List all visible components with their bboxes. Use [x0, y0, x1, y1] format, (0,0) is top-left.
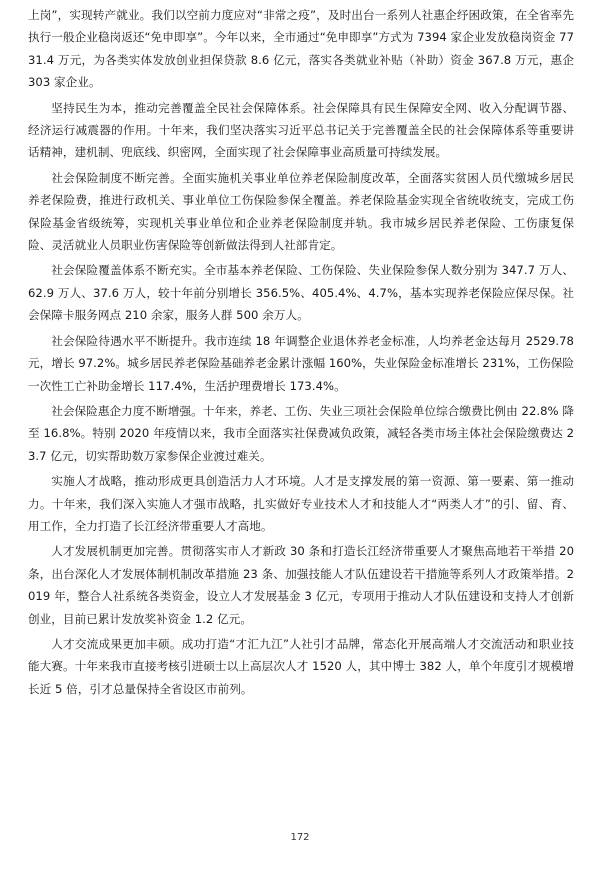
paragraph-social-security-system: 坚持民生为本，推动完善覆盖全民社会保障体系。社会保障具有民生保障安全网、收入分配调节器、经济运行减震器的作用。十年来，我们坚决落实习近平总书记关于完善覆盖全民的社会保障体系等重要讲话精神，建机制、兜底线、织密网，全面实现了社会保障事业高质量可持续发展。 — [28, 100, 574, 160]
paragraph-talent-strategy: 实施人才战略，推动形成更具创造活力人才环境。人才是支撑发展的第一资源、第一要素、第一推动力。十年来，我们深入实施人才强市战略，扎实做好专业技术人才和技能人才“两类人才”的引、留、育、用工作，全力打造了长江经济带重要人才高地。 — [28, 474, 574, 533]
page-number: 172 — [290, 832, 310, 843]
paragraph-talent-mechanism: 人才发展机制更加完善。贯彻落实市人才新政 30 条和打造长江经济带重要人才聚焦高地若干举措 20 条，出台深化人才发展体制机制改革措施 23 条、加强技能人才队伍建设若干措施等系列人才政策举措。2019 年，整合人社系统各类资金，设立人才发展基金 3 亿元，专项用于推动人才队伍建设和支持人才创新创业，目前已累计发放奖补资金 1.2 亿元。 — [28, 544, 574, 626]
paragraph-talent-exchange: 人才交流成果更加丰硕。成功打造“才汇九江”人社引才品牌，常态化开展高端人才交流活动和职业技能大赛。十年来我市直接考核引进硕士以上高层次人才 1520 人，其中博士 382 人，单个年度引才规模增长近 5 倍，引才总量保持全省设区市前列。 — [28, 636, 574, 696]
paragraph-insurance-benefits: 社会保险待遇水平不断提升。我市连续 18 年调整企业退休养老金标准，人均养老金达每月 2529.78 元，增长 97.2%。城乡居民养老保险基础养老金累计涨幅 160%，失业保险金标准增长 231%，工伤保险一次性工亡补助金增长 117.4%，生活护理费增长 173.4%。 — [28, 333, 574, 393]
document-body — [28, 4, 574, 703]
paragraph-insurance-institution: 社会保险制度不断完善。全面实施机关事业单位养老保险制度改革，全面落实贫困人员代缴城乡居民养老保险费，推进行政机关、事业单位工伤保险参保全覆盖。养老保险基金实现全省统收统支，完成工伤保险基金省级统筹，实现机关事业单位和企业养老保险制度并轨。我市城乡居民养老保险、工伤康复保险、灵活就业人员职业伤害保险等创新做法得到人社部肯定。 — [28, 170, 574, 253]
paragraph-insurance-coverage: 社会保险覆盖体系不断充实。全市基本养老保险、工伤保险、失业保险参保人数分别为 347.7 万人、62.9 万人、37.6 万人，较十年前分别增长 356.5%、405.4%、4.7%，基本实现养老保险应保尽保。社会保障卡服务网点 210 余家，服务人群 500 余万人。 — [28, 263, 574, 323]
paragraph-employment-continuation: 上岗”，实现转产就业。我们以空前力度应对“非常之疫”，及时出台一系列人社惠企纾困政策，在全省率先执行一般企业稳岗返还“免申即享”。今年以来，全市通过“免申即享”方式为 7394 家企业发放稳岗资金 7731.4 万元，为各类实体发放创业担保贷款 8.6 亿元，落实各类就业补贴（补助）资金 367.8 万元，惠企 303 家企业。 — [28, 8, 574, 90]
paragraph-insurance-relief: 社会保险惠企力度不断增强。十年来，养老、工伤、失业三项社会保险单位综合缴费比例由 22.8% 降至 16.8%。特别 2020 年疫情以来，我市全面落实社保费减负政策，减轻各类市场主体社会保险缴费达 23.7 亿元，切实帮助数万家参保企业渡过难关。 — [28, 403, 574, 463]
